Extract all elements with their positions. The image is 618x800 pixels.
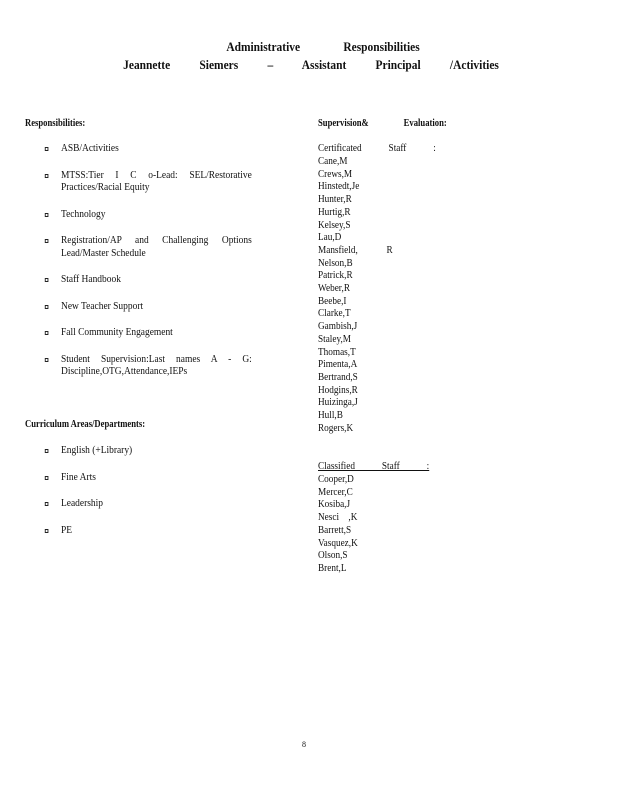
list-item: Staff Handbook (61, 274, 252, 287)
list-item: Kosiba,J (318, 499, 351, 511)
bullet-icon (45, 449, 49, 453)
certificated-staff-label: Certificated Staff : (318, 143, 436, 154)
list-item: Student Supervision:Last names A - G: Discipline,OTG,Attendance,IEPs (61, 354, 252, 379)
bullet-icon (45, 174, 49, 178)
list-item: Hurtig,R (318, 206, 351, 218)
list-item: Olson,S (318, 550, 348, 562)
title-line-2: Jeannette Siemers – Assistant Principal /Activities (123, 57, 499, 72)
list-item: Weber,R (318, 283, 350, 295)
list-item: Patrick,R (318, 270, 353, 282)
list-item: Crews,M (318, 168, 353, 180)
list-item: Pimenta,A (318, 359, 358, 371)
list-item: Fine Arts (61, 472, 252, 485)
list-item: Hunter,R (318, 194, 352, 206)
list-item: Hinstedt,Je (318, 181, 360, 193)
list-item: PE (61, 525, 252, 538)
bullet-icon (45, 239, 49, 243)
list-item: Barrett,S (318, 524, 352, 536)
list-item: Clarke,T (318, 308, 351, 320)
list-item: Fall Community Engagement (61, 327, 252, 340)
title-line-1: Administrative Responsibilities (226, 39, 420, 54)
list-item: Kelsey,S (318, 219, 351, 231)
list-item: Mercer,C (318, 486, 353, 498)
bullet-icon (45, 476, 49, 480)
list-item: Registration/AP and Challenging Options Lead/Master Schedule (61, 235, 252, 260)
bullet-icon (45, 147, 49, 151)
list-item: Huizinga,J (318, 397, 358, 409)
list-item: English (+Library) (61, 445, 252, 458)
list-item: Brent,L (318, 562, 347, 574)
list-item: Thomas,T (318, 346, 356, 358)
bullet-icon (45, 331, 49, 335)
responsibilities-heading: Responsibilities: (25, 118, 86, 129)
list-item: Vasquez,K (318, 537, 358, 549)
curriculum-heading: Curriculum Areas/Departments: (25, 419, 146, 430)
list-item: Cooper,D (318, 474, 354, 485)
list-item: Technology (61, 209, 252, 222)
bullet-icon (45, 502, 49, 506)
list-item: Lau,D (318, 232, 342, 244)
classified-staff-label: Classified Staff : (318, 461, 430, 472)
list-item: Hodgins,R (318, 384, 358, 396)
curriculum-list (61, 445, 273, 537)
list-item: Cane,M (318, 156, 348, 167)
list-item: Hull,B (318, 410, 343, 422)
bullet-icon (45, 358, 49, 362)
certificated-staff-list (318, 156, 393, 435)
list-item: Nelson,B (318, 257, 353, 269)
bullet-icon (45, 529, 49, 533)
list-item: ASB/Activities (61, 143, 252, 156)
bullet-icon (45, 305, 49, 309)
bullet-icon (45, 213, 49, 217)
bullet-icon (45, 278, 49, 282)
list-item: Bertrand,S (318, 371, 358, 383)
list-item: Leadership (61, 498, 252, 511)
list-item: MTSS:Tier I C o-Lead: SEL/Restorative Practices/Racial Equity (61, 170, 252, 195)
classified-staff-list (318, 474, 358, 576)
list-item: Staley,M (318, 333, 352, 345)
page-number: 8 (302, 740, 306, 749)
list-item: Nesci ,K (318, 512, 358, 524)
list-item: Beebe,I (318, 295, 347, 307)
responsibilities-list (61, 143, 273, 379)
list-item: New Teacher Support (61, 301, 252, 314)
list-item: Gambish,J (318, 321, 358, 333)
list-item: Rogers,K (318, 422, 354, 434)
supervision-heading: Supervision& Evaluation: (318, 118, 447, 129)
list-item: Mansfield, R (318, 244, 393, 256)
